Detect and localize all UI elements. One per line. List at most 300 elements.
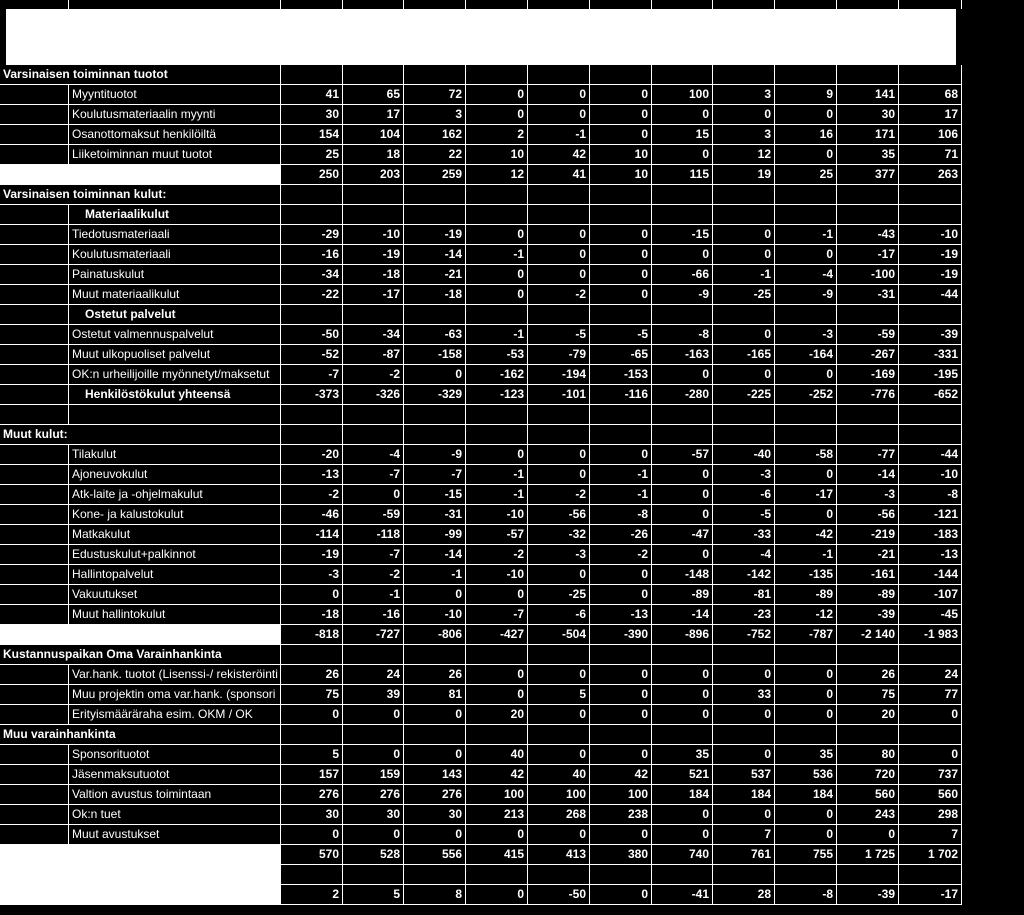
value-cell[interactable]: -100 — [837, 265, 899, 285]
cell[interactable] — [281, 725, 343, 745]
value-cell[interactable]: 20 — [466, 705, 528, 725]
value-cell[interactable]: -118 — [343, 525, 404, 545]
total-value-cell[interactable]: 10 — [590, 165, 652, 185]
value-cell[interactable]: -142 — [713, 565, 775, 585]
value-cell[interactable]: 0 — [343, 705, 404, 725]
cell[interactable] — [281, 645, 343, 665]
cell[interactable] — [0, 605, 69, 625]
value-cell[interactable]: 26 — [404, 665, 466, 685]
cell[interactable] — [528, 405, 590, 425]
value-cell[interactable]: -144 — [899, 565, 962, 585]
cell[interactable] — [281, 65, 343, 85]
value-cell[interactable]: 68 — [899, 85, 962, 105]
row-label[interactable]: Valtion avustus toimintaan — [69, 785, 281, 805]
value-cell[interactable]: -47 — [652, 525, 713, 545]
value-cell[interactable]: -195 — [899, 365, 962, 385]
row-label[interactable]: Painatuskulut — [69, 265, 281, 285]
value-cell[interactable]: -17 — [343, 285, 404, 305]
row-label[interactable]: Tilakulut — [69, 445, 281, 465]
value-cell[interactable]: -25 — [713, 285, 775, 305]
cell[interactable] — [652, 185, 713, 205]
cell[interactable] — [528, 185, 590, 205]
value-cell[interactable]: 0 — [590, 85, 652, 105]
total-value-cell[interactable]: 41 — [528, 165, 590, 185]
value-cell[interactable]: -1 — [343, 585, 404, 605]
value-cell[interactable]: 0 — [652, 485, 713, 505]
value-cell[interactable]: 720 — [837, 765, 899, 785]
value-cell[interactable]: 3 — [713, 125, 775, 145]
value-cell[interactable]: 0 — [528, 825, 590, 845]
value-cell[interactable]: -194 — [528, 365, 590, 385]
value-cell[interactable]: -8 — [590, 505, 652, 525]
value-cell[interactable]: -1 — [404, 565, 466, 585]
cell[interactable] — [466, 405, 528, 425]
value-cell[interactable]: 7 — [713, 825, 775, 845]
total-value-cell[interactable]: -896 — [652, 625, 713, 645]
value-cell[interactable]: 0 — [466, 685, 528, 705]
value-cell[interactable]: -1 — [775, 545, 837, 565]
value-cell[interactable]: 0 — [590, 285, 652, 305]
row-label[interactable]: Muu projektin oma var.hank. (sponsori — [69, 685, 281, 705]
value-cell[interactable]: 0 — [652, 245, 713, 265]
value-cell[interactable]: 0 — [775, 805, 837, 825]
value-cell[interactable]: 0 — [652, 145, 713, 165]
value-cell[interactable]: -4 — [343, 445, 404, 465]
value-cell[interactable]: 0 — [343, 745, 404, 765]
value-cell[interactable]: 65 — [343, 85, 404, 105]
cell[interactable] — [404, 205, 466, 225]
value-cell[interactable]: -114 — [281, 525, 343, 545]
value-cell[interactable]: -15 — [404, 485, 466, 505]
value-cell[interactable]: -1 — [466, 485, 528, 505]
value-cell[interactable]: 0 — [528, 105, 590, 125]
value-cell[interactable]: 536 — [775, 765, 837, 785]
value-cell[interactable]: 0 — [528, 665, 590, 685]
row-label[interactable]: Koulutusmateriaali — [69, 245, 281, 265]
value-cell[interactable]: -6 — [713, 485, 775, 505]
cell[interactable] — [590, 725, 652, 745]
cell[interactable] — [899, 65, 962, 85]
cell[interactable] — [0, 345, 69, 365]
cell[interactable] — [590, 205, 652, 225]
cell[interactable] — [466, 425, 528, 445]
row-label[interactable]: Muut hallintokulut — [69, 605, 281, 625]
cell[interactable] — [0, 285, 69, 305]
cell[interactable] — [0, 765, 69, 785]
total-value-cell[interactable]: -806 — [404, 625, 466, 645]
cell[interactable] — [899, 305, 962, 325]
total-value-cell[interactable]: 0 — [590, 885, 652, 905]
value-cell[interactable]: 24 — [899, 665, 962, 685]
value-cell[interactable]: 0 — [466, 825, 528, 845]
cell[interactable] — [528, 425, 590, 445]
total-value-cell[interactable]: 1 725 — [837, 845, 899, 865]
cell[interactable] — [281, 185, 343, 205]
value-cell[interactable]: 162 — [404, 125, 466, 145]
cell[interactable] — [837, 185, 899, 205]
value-cell[interactable]: -34 — [343, 325, 404, 345]
section-heading[interactable]: Varsinaisen toiminnan kulut: — [0, 185, 281, 205]
value-cell[interactable]: 159 — [343, 765, 404, 785]
value-cell[interactable]: -21 — [404, 265, 466, 285]
value-cell[interactable]: 0 — [652, 825, 713, 845]
row-label[interactable]: Atk-laite ja -ohjelmakulut — [69, 485, 281, 505]
total-label-cell[interactable] — [0, 885, 281, 905]
row-label[interactable]: Hallintopalvelut — [69, 565, 281, 585]
value-cell[interactable]: 0 — [590, 705, 652, 725]
cell[interactable] — [590, 645, 652, 665]
cell[interactable] — [404, 645, 466, 665]
value-cell[interactable]: 75 — [281, 685, 343, 705]
cell[interactable] — [652, 725, 713, 745]
value-cell[interactable]: -43 — [837, 225, 899, 245]
cell[interactable] — [343, 205, 404, 225]
value-cell[interactable]: 184 — [713, 785, 775, 805]
cell[interactable] — [713, 725, 775, 745]
total-value-cell[interactable]: 570 — [281, 845, 343, 865]
value-cell[interactable]: 0 — [652, 705, 713, 725]
value-cell[interactable]: -77 — [837, 445, 899, 465]
value-cell[interactable]: -252 — [775, 385, 837, 405]
cell[interactable] — [899, 405, 962, 425]
value-cell[interactable]: 35 — [652, 745, 713, 765]
value-cell[interactable]: 0 — [590, 225, 652, 245]
row-label[interactable]: Tiedotusmateriaali — [69, 225, 281, 245]
value-cell[interactable]: 0 — [404, 365, 466, 385]
row-label[interactable]: Myyntituotot — [69, 85, 281, 105]
value-cell[interactable]: 71 — [899, 145, 962, 165]
total-value-cell[interactable]: -818 — [281, 625, 343, 645]
cell[interactable] — [0, 545, 69, 565]
value-cell[interactable]: 0 — [528, 745, 590, 765]
cell[interactable] — [775, 645, 837, 665]
value-cell[interactable]: 81 — [404, 685, 466, 705]
row-label[interactable]: Var.hank. tuotot (Lisenssi-/ rekisteröinti — [69, 665, 281, 685]
row-label[interactable]: Sponsorituotot — [69, 745, 281, 765]
value-cell[interactable]: -58 — [775, 445, 837, 465]
cell[interactable] — [837, 725, 899, 745]
total-label-cell[interactable] — [0, 845, 281, 865]
value-cell[interactable]: 40 — [466, 745, 528, 765]
value-cell[interactable]: 17 — [899, 105, 962, 125]
value-cell[interactable]: 0 — [590, 585, 652, 605]
value-cell[interactable]: 0 — [775, 685, 837, 705]
cell[interactable] — [0, 265, 69, 285]
value-cell[interactable]: 17 — [343, 105, 404, 125]
value-cell[interactable]: 22 — [404, 145, 466, 165]
value-cell[interactable]: -56 — [837, 505, 899, 525]
cell[interactable] — [590, 185, 652, 205]
value-cell[interactable]: 42 — [466, 765, 528, 785]
value-cell[interactable]: -14 — [404, 245, 466, 265]
value-cell[interactable]: 157 — [281, 765, 343, 785]
value-cell[interactable]: -3 — [775, 325, 837, 345]
value-cell[interactable]: -2 — [590, 545, 652, 565]
value-cell[interactable]: -99 — [404, 525, 466, 545]
cell[interactable] — [466, 65, 528, 85]
value-cell[interactable]: -20 — [281, 445, 343, 465]
cell[interactable] — [343, 305, 404, 325]
value-cell[interactable]: -31 — [404, 505, 466, 525]
value-cell[interactable]: 298 — [899, 805, 962, 825]
total-value-cell[interactable]: -752 — [713, 625, 775, 645]
cell[interactable] — [404, 865, 466, 885]
value-cell[interactable]: -10 — [466, 565, 528, 585]
value-cell[interactable]: -89 — [837, 585, 899, 605]
value-cell[interactable]: 10 — [466, 145, 528, 165]
cell[interactable] — [404, 425, 466, 445]
value-cell[interactable]: 25 — [281, 145, 343, 165]
value-cell[interactable]: -3 — [528, 545, 590, 565]
value-cell[interactable]: -19 — [281, 545, 343, 565]
value-cell[interactable]: 80 — [837, 745, 899, 765]
value-cell[interactable]: -18 — [343, 265, 404, 285]
cell[interactable] — [899, 645, 962, 665]
value-cell[interactable]: -19 — [899, 265, 962, 285]
cell[interactable] — [0, 405, 69, 425]
value-cell[interactable]: 0 — [713, 805, 775, 825]
value-cell[interactable]: 30 — [343, 805, 404, 825]
value-cell[interactable]: -162 — [466, 365, 528, 385]
value-cell[interactable]: 30 — [837, 105, 899, 125]
cell[interactable] — [837, 865, 899, 885]
value-cell[interactable]: -183 — [899, 525, 962, 545]
total-value-cell[interactable]: 528 — [343, 845, 404, 865]
total-value-cell[interactable]: 25 — [775, 165, 837, 185]
value-cell[interactable]: -158 — [404, 345, 466, 365]
cell[interactable] — [652, 425, 713, 445]
cell[interactable] — [713, 305, 775, 325]
cell[interactable] — [528, 65, 590, 85]
cell[interactable] — [837, 205, 899, 225]
total-value-cell[interactable]: 259 — [404, 165, 466, 185]
cell[interactable] — [0, 385, 69, 405]
value-cell[interactable]: -280 — [652, 385, 713, 405]
value-cell[interactable]: 0 — [590, 245, 652, 265]
cell[interactable] — [0, 85, 69, 105]
value-cell[interactable]: 0 — [775, 245, 837, 265]
value-cell[interactable]: -123 — [466, 385, 528, 405]
row-label[interactable]: Erityismääräraha esim. OKM / OK — [69, 705, 281, 725]
value-cell[interactable]: -31 — [837, 285, 899, 305]
cell[interactable] — [775, 405, 837, 425]
value-cell[interactable]: 0 — [713, 365, 775, 385]
cell[interactable] — [0, 205, 69, 225]
value-cell[interactable]: -331 — [899, 345, 962, 365]
value-cell[interactable]: -65 — [590, 345, 652, 365]
cell[interactable] — [0, 145, 69, 165]
cell[interactable] — [404, 65, 466, 85]
value-cell[interactable]: 0 — [652, 365, 713, 385]
total-value-cell[interactable]: -727 — [343, 625, 404, 645]
value-cell[interactable]: 0 — [528, 225, 590, 245]
value-cell[interactable]: 100 — [652, 85, 713, 105]
value-cell[interactable]: 0 — [775, 505, 837, 525]
row-label[interactable]: OK:n urheilijoille myönnetyt/maksetut — [69, 365, 281, 385]
cell[interactable] — [775, 865, 837, 885]
cell[interactable] — [0, 105, 69, 125]
cell[interactable] — [0, 125, 69, 145]
value-cell[interactable]: -19 — [343, 245, 404, 265]
total-value-cell[interactable]: -41 — [652, 885, 713, 905]
cell[interactable] — [713, 205, 775, 225]
total-value-cell[interactable]: 377 — [837, 165, 899, 185]
value-cell[interactable]: -1 — [466, 325, 528, 345]
cell[interactable] — [590, 405, 652, 425]
cell[interactable] — [466, 185, 528, 205]
value-cell[interactable]: 171 — [837, 125, 899, 145]
value-cell[interactable]: -12 — [775, 605, 837, 625]
cell[interactable] — [713, 65, 775, 85]
value-cell[interactable]: 276 — [281, 785, 343, 805]
value-cell[interactable]: -14 — [652, 605, 713, 625]
value-cell[interactable]: -17 — [837, 245, 899, 265]
value-cell[interactable]: -19 — [899, 245, 962, 265]
value-cell[interactable]: -3 — [837, 485, 899, 505]
row-label[interactable]: Ok:n tuet — [69, 805, 281, 825]
cell[interactable] — [281, 205, 343, 225]
subheading[interactable]: Materiaalikulut — [69, 205, 281, 225]
cell[interactable] — [0, 565, 69, 585]
value-cell[interactable]: 0 — [590, 745, 652, 765]
cell[interactable] — [590, 865, 652, 885]
cell[interactable] — [652, 305, 713, 325]
value-cell[interactable]: 0 — [590, 685, 652, 705]
value-cell[interactable]: -4 — [713, 545, 775, 565]
cell[interactable] — [281, 405, 343, 425]
value-cell[interactable]: 0 — [528, 465, 590, 485]
value-cell[interactable]: -42 — [775, 525, 837, 545]
cell[interactable] — [590, 305, 652, 325]
cell[interactable] — [528, 305, 590, 325]
cell[interactable] — [466, 865, 528, 885]
value-cell[interactable]: 0 — [590, 825, 652, 845]
value-cell[interactable]: 12 — [713, 145, 775, 165]
value-cell[interactable]: -776 — [837, 385, 899, 405]
value-cell[interactable]: -5 — [528, 325, 590, 345]
value-cell[interactable]: -53 — [466, 345, 528, 365]
value-cell[interactable]: -267 — [837, 345, 899, 365]
section-heading[interactable]: Muut kulut: — [0, 425, 281, 445]
value-cell[interactable]: -81 — [713, 585, 775, 605]
value-cell[interactable]: 0 — [775, 465, 837, 485]
value-cell[interactable]: 0 — [528, 85, 590, 105]
value-cell[interactable]: -57 — [652, 445, 713, 465]
cell[interactable] — [899, 185, 962, 205]
value-cell[interactable]: 0 — [281, 705, 343, 725]
total-value-cell[interactable]: 5 — [343, 885, 404, 905]
value-cell[interactable]: -8 — [652, 325, 713, 345]
value-cell[interactable]: 0 — [713, 745, 775, 765]
total-value-cell[interactable]: 8 — [404, 885, 466, 905]
value-cell[interactable]: -219 — [837, 525, 899, 545]
value-cell[interactable]: 7 — [899, 825, 962, 845]
value-cell[interactable]: 0 — [528, 265, 590, 285]
total-value-cell[interactable]: 415 — [466, 845, 528, 865]
value-cell[interactable]: -2 — [528, 285, 590, 305]
value-cell[interactable]: -13 — [899, 545, 962, 565]
value-cell[interactable]: 0 — [713, 325, 775, 345]
value-cell[interactable]: 26 — [837, 665, 899, 685]
value-cell[interactable]: -46 — [281, 505, 343, 525]
cell[interactable] — [0, 365, 69, 385]
cell[interactable] — [0, 805, 69, 825]
row-label[interactable]: Muut avustukset — [69, 825, 281, 845]
value-cell[interactable]: -13 — [590, 605, 652, 625]
cell[interactable] — [466, 645, 528, 665]
total-value-cell[interactable]: 203 — [343, 165, 404, 185]
row-label[interactable]: Ajoneuvokulut — [69, 465, 281, 485]
value-cell[interactable]: 100 — [466, 785, 528, 805]
cell[interactable] — [343, 405, 404, 425]
value-cell[interactable]: -56 — [528, 505, 590, 525]
value-cell[interactable]: 0 — [713, 665, 775, 685]
value-cell[interactable]: -26 — [590, 525, 652, 545]
cell[interactable] — [652, 405, 713, 425]
cell[interactable] — [404, 725, 466, 745]
value-cell[interactable]: -107 — [899, 585, 962, 605]
cell[interactable] — [837, 425, 899, 445]
value-cell[interactable]: 0 — [652, 665, 713, 685]
cell[interactable] — [775, 305, 837, 325]
cell[interactable] — [0, 785, 69, 805]
value-cell[interactable]: -148 — [652, 565, 713, 585]
value-cell[interactable]: -225 — [713, 385, 775, 405]
total-value-cell[interactable]: 0 — [466, 885, 528, 905]
cell[interactable] — [0, 505, 69, 525]
value-cell[interactable]: -3 — [281, 565, 343, 585]
value-cell[interactable]: -44 — [899, 445, 962, 465]
cell[interactable] — [0, 825, 69, 845]
cell[interactable] — [0, 485, 69, 505]
value-cell[interactable]: 0 — [466, 265, 528, 285]
cell[interactable] — [837, 305, 899, 325]
total-value-cell[interactable]: 413 — [528, 845, 590, 865]
value-cell[interactable]: 0 — [652, 685, 713, 705]
value-cell[interactable]: 10 — [590, 145, 652, 165]
value-cell[interactable]: -14 — [404, 545, 466, 565]
value-cell[interactable]: 9 — [775, 85, 837, 105]
subheading[interactable]: Ostetut palvelut — [69, 305, 281, 325]
value-cell[interactable]: 0 — [404, 705, 466, 725]
value-cell[interactable]: 0 — [590, 105, 652, 125]
value-cell[interactable]: 30 — [281, 805, 343, 825]
value-cell[interactable]: -40 — [713, 445, 775, 465]
value-cell[interactable]: -23 — [713, 605, 775, 625]
value-cell[interactable]: -52 — [281, 345, 343, 365]
value-cell[interactable]: -10 — [343, 225, 404, 245]
cell[interactable] — [713, 405, 775, 425]
row-label[interactable]: Muut ulkopuoliset palvelut — [69, 345, 281, 365]
value-cell[interactable]: -1 — [528, 125, 590, 145]
value-cell[interactable]: 0 — [590, 125, 652, 145]
value-cell[interactable]: -59 — [837, 325, 899, 345]
total-value-cell[interactable]: 380 — [590, 845, 652, 865]
value-cell[interactable]: -4 — [775, 265, 837, 285]
cell[interactable] — [0, 745, 69, 765]
value-cell[interactable]: -2 — [343, 365, 404, 385]
value-cell[interactable]: -87 — [343, 345, 404, 365]
value-cell[interactable]: -14 — [837, 465, 899, 485]
value-cell[interactable]: 0 — [404, 745, 466, 765]
cell[interactable] — [775, 185, 837, 205]
value-cell[interactable]: -8 — [899, 485, 962, 505]
value-cell[interactable]: -1 — [590, 485, 652, 505]
total-value-cell[interactable]: -787 — [775, 625, 837, 645]
value-cell[interactable]: -169 — [837, 365, 899, 385]
value-cell[interactable]: 243 — [837, 805, 899, 825]
cell[interactable] — [466, 305, 528, 325]
